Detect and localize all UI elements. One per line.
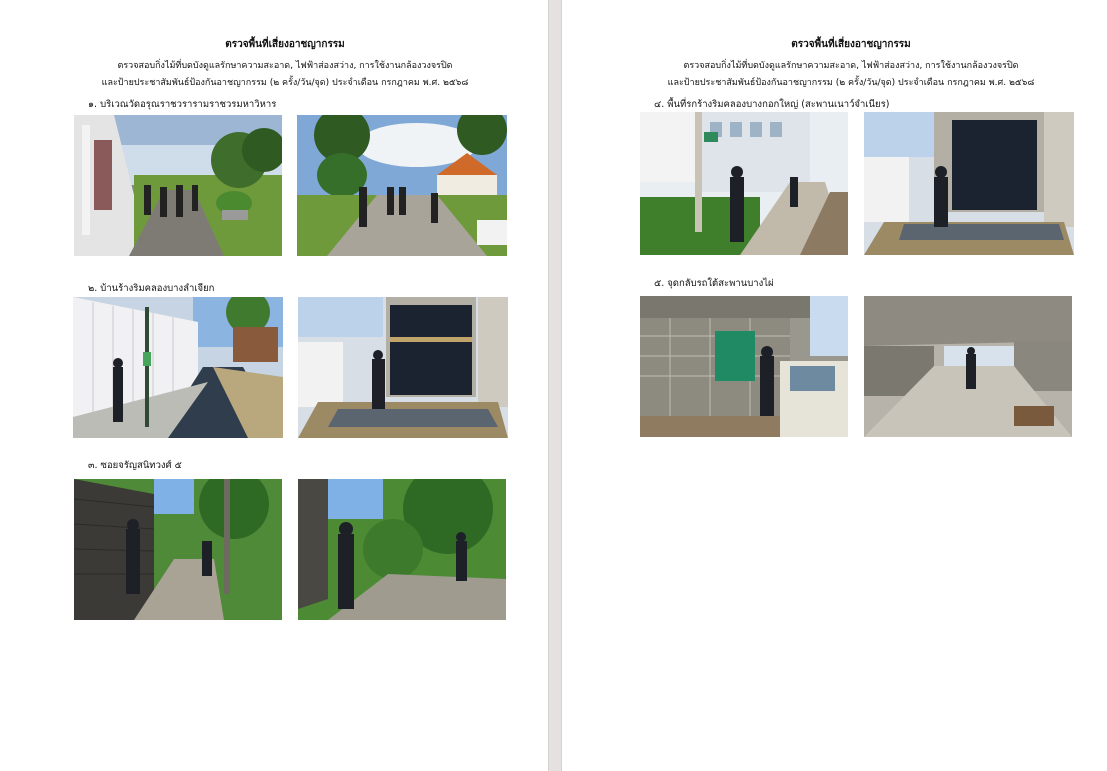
- document-page-right: [562, 0, 1107, 771]
- section-heading-4: ๔. พื้นที่รกร้างริมคลองบางกอกใหญ่ (สะพานเนาว์จำเนียร): [654, 99, 890, 110]
- page-subtitle-line-2: และป้ายประชาสัมพันธ์ป้องกันอาชญากรรม (๒ ครั้ง/วัน/จุด) ประจำเดือน กรกฎาคม พ.ศ. ๒๕๖๘: [667, 78, 1035, 88]
- photo-canal-bank-1: [73, 297, 283, 438]
- photo-temple-walkway-2: [297, 115, 507, 256]
- page-title: ตรวจพื้นที่เสี่ยงอาชญากรรม: [791, 39, 911, 50]
- section-heading-5: ๕. จุดกลับรถใต้สะพานบางไผ่: [654, 278, 774, 289]
- page-subtitle-line-1: ตรวจสอบกิ่งไม้ที่บดบังดูแลรักษาความสะอาด, ไฟฟ้าส่องสว่าง, การใช้งานกล้องวงจรปิด: [117, 61, 453, 71]
- page-subtitle-line-2: และป้ายประชาสัมพันธ์ป้องกันอาชญากรรม (๒ ครั้ง/วัน/จุด) ประจำเดือน กรกฎาคม พ.ศ. ๒๕๖๘: [101, 78, 469, 88]
- photo-temple-walkway-1: [74, 115, 282, 256]
- photo-bridge-u-turn-1: [640, 296, 848, 437]
- page-title: ตรวจพื้นที่เสี่ยงอาชญากรรม: [225, 39, 345, 50]
- photo-alley-2: [298, 479, 506, 620]
- photo-floodgate-2: [864, 112, 1074, 255]
- photo-floodgate-1: [298, 297, 508, 438]
- section-heading-3: ๓. ซอยจรัญสนิทวงศ์ ๕: [88, 460, 182, 471]
- photo-bridge-u-turn-2: [864, 296, 1072, 437]
- photo-abandoned-area-1: [640, 112, 848, 255]
- document-page-left: [0, 0, 548, 771]
- section-heading-1: ๑. บริเวณวัดอรุณราชวรารามราชวรมหาวิหาร: [88, 99, 277, 110]
- photo-alley-1: [74, 479, 282, 620]
- page-subtitle-line-1: ตรวจสอบกิ่งไม้ที่บดบังดูแลรักษาความสะอาด, ไฟฟ้าส่องสว่าง, การใช้งานกล้องวงจรปิด: [683, 61, 1019, 71]
- page-gutter: [548, 0, 562, 771]
- section-heading-2: ๒. บ้านร้างริมคลองบางลำเจียก: [88, 283, 215, 294]
